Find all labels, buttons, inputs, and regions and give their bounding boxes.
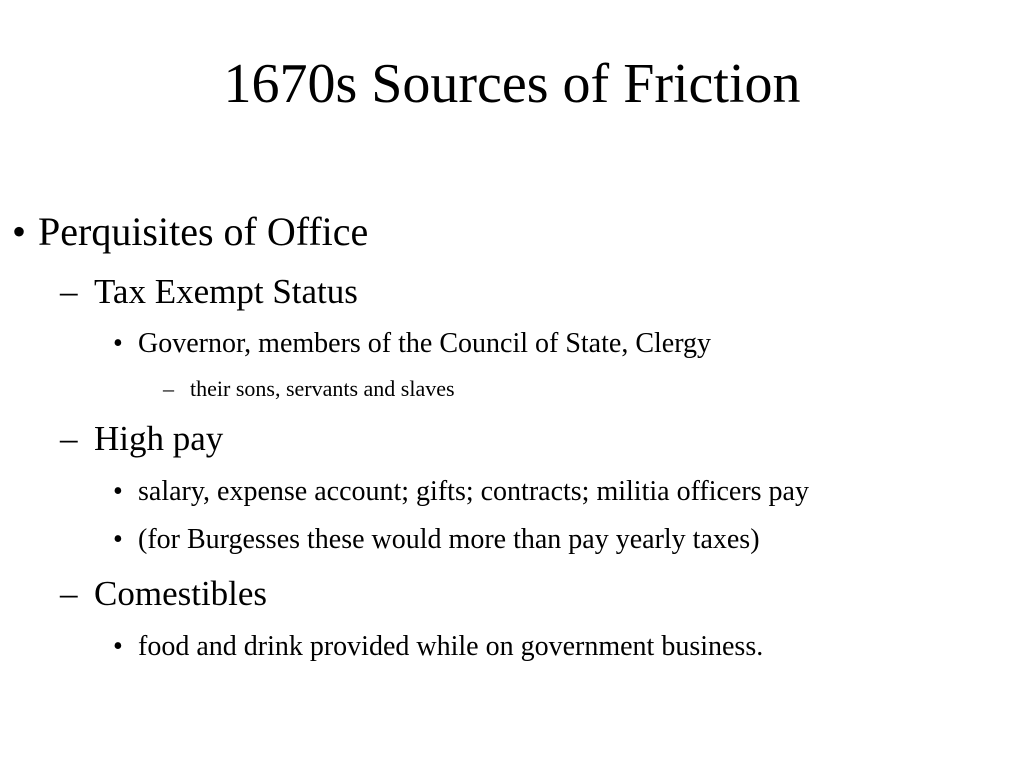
bullet-tax-exempt-status bbox=[60, 271, 358, 313]
bullet-marker: • bbox=[113, 476, 123, 507]
dash-marker: – bbox=[163, 376, 174, 401]
bullet-text: Governor, members of the Council of State, Clergy bbox=[138, 328, 712, 359]
dash-marker: – bbox=[60, 574, 78, 613]
bullet-text: salary, expense account; gifts; contracts; militia officers pay bbox=[138, 476, 809, 507]
bullet-food-and-drink bbox=[113, 630, 763, 664]
bullet-marker: • bbox=[12, 209, 27, 254]
bullet-high-pay bbox=[60, 418, 223, 460]
bullet-text: (for Burgesses these would more than pay yearly taxes) bbox=[138, 524, 760, 555]
bullet-burgesses-taxes bbox=[113, 523, 760, 557]
bullet-marker: • bbox=[113, 328, 123, 359]
bullet-perquisites-of-office bbox=[0, 208, 368, 256]
bullet-text: Tax Exempt Status bbox=[94, 272, 358, 311]
dash-marker: – bbox=[60, 272, 78, 311]
bullet-text: their sons, servants and slaves bbox=[190, 376, 455, 401]
bullet-text: Perquisites of Office bbox=[38, 209, 369, 254]
bullet-text: food and drink provided while on government business. bbox=[138, 631, 764, 662]
bullet-sons-servants-slaves bbox=[163, 375, 455, 403]
bullet-text: Comestibles bbox=[94, 574, 268, 613]
bullet-governor-council-clergy bbox=[113, 327, 711, 361]
dash-marker: – bbox=[60, 419, 78, 458]
bullet-marker: • bbox=[113, 524, 123, 555]
bullet-marker: • bbox=[113, 631, 123, 662]
slide-title: 1670s Sources of Friction bbox=[223, 53, 801, 115]
bullet-comestibles bbox=[60, 573, 267, 615]
bullet-salary-expense-gifts bbox=[113, 475, 809, 509]
bullet-text: High pay bbox=[94, 419, 224, 458]
